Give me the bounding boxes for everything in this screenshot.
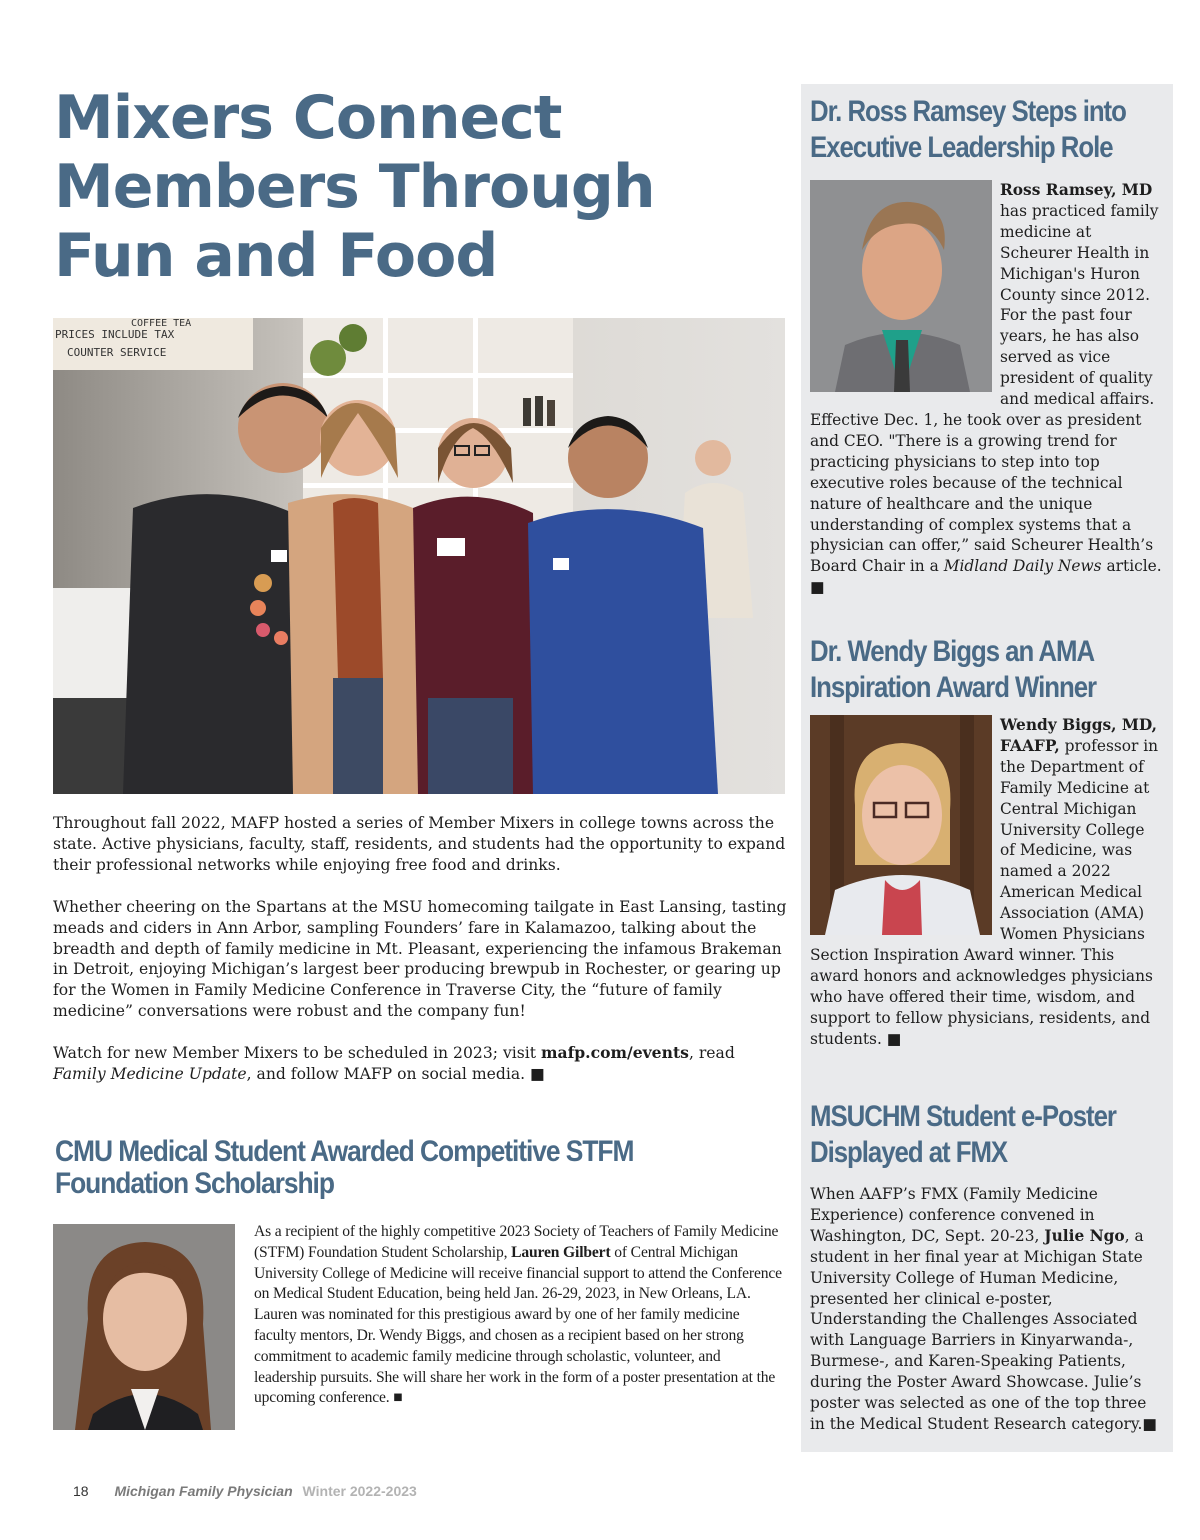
- photo-sign-text: PRICES INCLUDE TAX: [55, 328, 175, 341]
- text-run: , and follow MAFP on social media. ■: [246, 1064, 545, 1083]
- student-name: Julie Ngo: [1044, 1226, 1125, 1245]
- msuchm-paragraph: [810, 1184, 1162, 1435]
- wendy-biggs-portrait: [810, 715, 992, 935]
- student-name: Lauren Gilbert: [511, 1243, 611, 1261]
- title-line: Executive Leadership Role: [810, 131, 1113, 164]
- text-run: When AAFP’s FMX (Family Medicine Experience) conference convened in Washington, DC, Sept. 20-23,: [810, 1185, 1098, 1245]
- issue-label: Winter 2022-2023: [302, 1483, 417, 1499]
- title-line: Foundation Scholarship: [55, 1167, 334, 1200]
- mixer-group-photo: [53, 318, 785, 794]
- title-line: Fun and Food: [54, 221, 498, 291]
- page-number: 18: [73, 1483, 89, 1499]
- physician-name: Ross Ramsey, MD: [1000, 181, 1153, 199]
- page-footer: [73, 1483, 417, 1499]
- title-line: Displayed at FMX: [810, 1136, 1008, 1169]
- title-line: Mixers Connect: [54, 83, 562, 153]
- events-link[interactable]: mafp.com/events: [540, 1043, 689, 1062]
- photo-sign-text: COFFEE TEA: [131, 318, 192, 329]
- title-line: MSUCHM Student e-Poster: [810, 1100, 1116, 1133]
- text-run: Watch for new Member Mixers to be scheduled in 2023; visit: [53, 1044, 541, 1062]
- ramsey-section-title: [810, 94, 1154, 166]
- text-run: , a student in her final year at Michigan State University College of Human Medicine, presented her clinical e-poster, Understanding the Challenges Associated with Language Barriers in Kinyarwanda-, Burmese-, and Karen-Speaking Patients, during the Poster Award Showcase. Julie’s poster was selected as one of the top three in the Medical Student Research category.■: [810, 1226, 1157, 1433]
- news-source: Midland Daily News: [943, 557, 1102, 576]
- title-line: Inspiration Award Winner: [810, 671, 1097, 704]
- title-line: Members Through: [54, 152, 655, 222]
- ross-ramsey-portrait: [810, 180, 992, 392]
- text-run: has practiced family medicine at Scheurer Health in Michigan's Huron County since 2012. For the past four years, he has also served as vice president of quality and medical affairs. Effective Dec. 1, he took over as president and CEO. "There is a growing trend for practicing physicians to step into top executive roles because of the technical nature of healthcare and the unique understanding of complex systems that a physician can offer,” said Scheurer Health’s Board Chair in a: [810, 201, 1159, 576]
- cmu-section-title: [55, 1136, 724, 1200]
- mixers-paragraph: Whether cheering on the Spartans at the MSU homecoming tailgate in East Lansing, tasting meads and ciders in Ann Arbor, sampling Founders’ fare in Kalamazoo, talking about the breadth and depth of family medicine in Mt. Pleasant, experiencing the infamous Brakeman in Detroit, enjoying Michigan’s largest beer producing brewpub in Rochester, or gearing up for the Women in Family Medicine Conference in Traverse City, the “future of family medicine” conversations were robust and the company fun!: [53, 898, 787, 1020]
- text-run: As a recipient of the highly competitive 2023 Society of Teachers of Family Medicine (STFM) Foundation Student Scholarship,: [254, 1223, 779, 1261]
- ramsey-paragraph: [810, 180, 1162, 598]
- text-run: article. ■: [810, 557, 1162, 597]
- photo-sign-text: COUNTER SERVICE: [67, 346, 167, 359]
- title-line: Dr. Ross Ramsey Steps into: [810, 95, 1126, 128]
- title-line: CMU Medical Student Awarded Competitive STFM: [55, 1135, 634, 1168]
- mixers-paragraph: [53, 1043, 788, 1085]
- lauren-gilbert-portrait: [53, 1224, 235, 1430]
- biggs-paragraph: [810, 715, 1162, 1050]
- publication-name: Family Medicine Update: [53, 1064, 247, 1083]
- physician-name: Wendy Biggs, MD, FAAFP,: [1000, 716, 1158, 755]
- title-line: Dr. Wendy Biggs an AMA: [810, 635, 1095, 668]
- cmu-paragraph: [254, 1222, 784, 1409]
- publication-title: Michigan Family Physician: [114, 1483, 293, 1499]
- text-run: , read: [688, 1044, 735, 1062]
- text-run: professor in the Department of Family Medicine at Central Michigan University College of Medicine, was named a 2022 American Medical Association (AMA) Women Physicians Section Inspiration Award winner. This award honors and acknowledges physicians who have offered their time, wisdom, and support to fellow physicians, residents, and students. ■: [810, 736, 1159, 1048]
- mixers-paragraph: Throughout fall 2022, MAFP hosted a series of Member Mixers in college towns across the state. Active physicians, faculty, staff, residents, and students had the opportunity to expand their professional networks while enjoying free food and drinks.: [53, 814, 786, 874]
- msuchm-section-title: [810, 1099, 1154, 1171]
- biggs-section-title: [810, 634, 1154, 706]
- article-title: [54, 84, 774, 291]
- text-run: of Central Michigan University College of Medicine will receive financial support to attend the Conference on Medical Student Education, being held Jan. 26-29, 2023, in New Orleans, LA. Lauren was nominated for this prestigious award by one of her family medicine faculty mentors, Dr. Wendy Biggs, and chosen as a recipient based on her strong commitment to academic family medicine through scholastic, volunteer, and leadership pursuits. She will share her work in the form of a poster presentation at the upcoming conference. ■: [254, 1243, 782, 1407]
